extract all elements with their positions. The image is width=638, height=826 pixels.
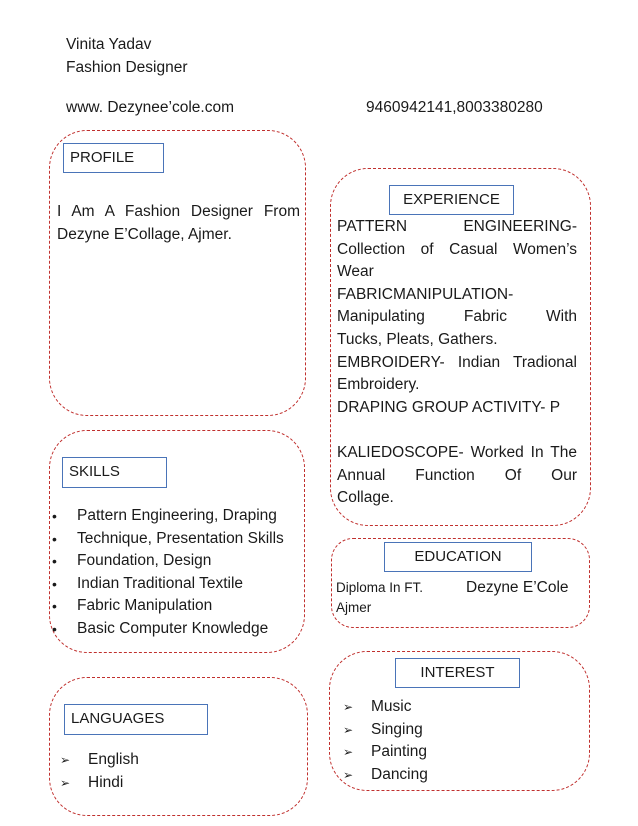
bullet-icon: • <box>52 508 57 524</box>
arrow-bullet-icon: ➢ <box>343 722 354 737</box>
experience-line: EMBROIDERY- Indian Tradional <box>337 353 577 371</box>
education-institution: Dezyne E’Cole <box>466 579 569 596</box>
arrow-bullet-icon: ➢ <box>343 767 354 782</box>
experience-line: Tucks, Pleats, Gathers. <box>337 330 498 348</box>
skills-heading: SKILLS <box>62 457 167 488</box>
experience-line: Wear <box>337 263 374 281</box>
arrow-bullet-icon: ➢ <box>60 753 71 767</box>
bullet-icon: • <box>52 598 57 615</box>
experience-line: Manipulating Fabric With <box>337 308 577 326</box>
experience-line: DRAPING GROUP ACTIVITY- P <box>337 398 561 416</box>
arrow-bullet-icon: ➢ <box>60 775 71 790</box>
bullet-icon: • <box>52 620 57 637</box>
experience-heading: EXPERIENCE <box>389 185 514 215</box>
profile-line: Dezyne E’Collage, Ajmer. <box>57 225 232 243</box>
bullet-icon: • <box>52 575 57 592</box>
interest-heading: INTEREST <box>395 658 520 688</box>
degree-line: Diploma In FT. <box>336 580 424 595</box>
languages-section <box>49 677 308 816</box>
experience-line: KALIEDOSCOPE- Worked In The <box>337 443 577 461</box>
experience-line: Embroidery. <box>337 376 420 394</box>
arrow-bullet-icon: ➢ <box>343 745 354 760</box>
experience-text <box>337 216 577 510</box>
degree-line: Ajmer <box>336 600 372 615</box>
experience-line: Collection of Casual Women’s <box>337 240 577 258</box>
languages-heading: LANGUAGES <box>64 704 208 735</box>
education-heading: EDUCATION <box>384 542 532 572</box>
profile-line: I Am A Fashion Designer From <box>57 203 300 220</box>
bullet-icon: • <box>52 553 57 570</box>
experience-line: PATTERN ENGINEERING- <box>337 218 577 235</box>
candidate-title: Fashion Designer <box>66 58 188 76</box>
profile-heading: PROFILE <box>63 143 164 173</box>
bullet-icon: • <box>52 530 57 547</box>
education-degree <box>336 578 423 618</box>
experience-line <box>337 419 577 442</box>
experience-line: FABRICMANIPULATION- <box>337 285 514 303</box>
phone-numbers: 9460942141,8003380280 <box>366 99 543 116</box>
profile-text <box>57 201 300 246</box>
experience-line: Annual Function Of Our <box>337 466 577 484</box>
candidate-name: Vinita Yadav <box>66 36 152 53</box>
arrow-bullet-icon: ➢ <box>343 700 354 714</box>
website: www. Dezynee’cole.com <box>66 99 234 116</box>
resume-header <box>66 34 187 79</box>
experience-line: Collage. <box>337 489 394 507</box>
